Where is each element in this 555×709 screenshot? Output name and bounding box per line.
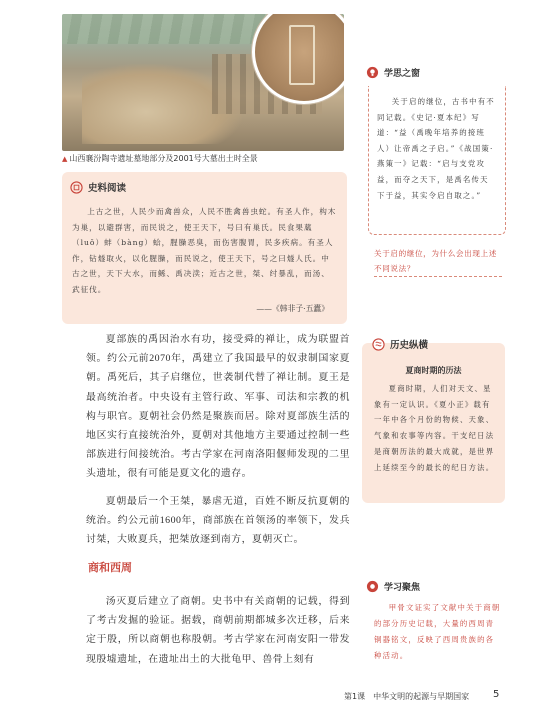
think-window-box: [368, 86, 506, 235]
main-paragraph-1: 夏部族的禹因治水有功，接受舜的禅让，成为联盟首领。约公元前2070年，禹建立了我国最早的奴隶制国家夏朝。禹死后，其子启继位，世袭制代替了禅让制。夏王是最高统治者。中央设有主管行政、军事、司法和宗教的机构与职官。夏朝社会仍然是聚族而居。除对夏部族生活的地区实行直接统治外，夏朝对其他地方主要通过控制一些部族进行间接统治。考古学家在河南洛阳偃师发现的二里头遗址，很有可能是夏文化的遗存。: [86, 334, 350, 480]
study-focus-header: [366, 580, 420, 593]
main-paragraph-2: 夏朝最后一个王桀，暴虐无道，百姓不断反抗夏朝的统治。约公元前1600年，商部族在首领汤的率领下，发兵讨桀，大败夏兵，把桀放逐到南方，夏朝灭亡。: [86, 496, 350, 546]
think-question: 关于启的继位，为什么会出现上述不同说法？: [374, 247, 502, 277]
focus-icon: [366, 580, 379, 593]
think-window-header: [366, 66, 420, 79]
history-box-title: 历史纵横: [390, 340, 429, 351]
caption-text: 山西襄汾陶寺遗址墓地部分及2001号大墓出土时全景: [69, 154, 258, 163]
history-box: [362, 340, 505, 503]
section-title: 商和西周: [88, 561, 132, 574]
lightbulb-icon: [366, 66, 379, 79]
study-focus-body: 甲骨文证实了文献中关于商朝的部分历史记载，大量的西周青铜器铭文，反映了西周贵族的各种活动。: [374, 603, 501, 660]
source-reading-box: [62, 172, 347, 324]
study-focus-title: 学习聚焦: [384, 583, 421, 593]
reading-box-header: [70, 180, 126, 194]
tomb-outline: [289, 25, 315, 85]
site-photo: [62, 14, 344, 151]
scroll-icon: [70, 181, 83, 194]
main-paragraph-3: 汤灭夏后建立了商朝。史书中有关商朝的记载，得到了考古发掘的验证。据载，商朝前期都城多次迁移，后来定于殷，所以商朝也称殷朝。考古学家在河南安阳一带发现殷墟遗址，在遗址出土的大批龟甲、兽骨上刻有: [86, 596, 350, 665]
history-box-subtitle: 夏商时期的历法: [405, 366, 462, 375]
footer-lesson: 第1课 中华文明的起源与早期国家: [344, 692, 470, 701]
reading-box-title: 史料阅读: [88, 183, 127, 194]
page-number: 5: [493, 689, 500, 700]
history-box-header: [372, 337, 428, 351]
reading-box-body: 上古之世，人民少而禽兽众，人民不胜禽兽虫蛇。有圣人作，构木为巢，以避群害，而民说之，使王天下，号曰有巢氏。民食果蓏（luǒ）蚌（bàng）蛤，腥臊恶臭，而伤害腹胃，民多疾病。有圣人作，钻燧取火，以化腥臊，而民说之，使王天下，号之曰燧人氏。中古之世，天下大水，而鲧、禹决渎；近古之世，桀、纣暴乱，而汤、武征伐。: [72, 207, 337, 294]
think-window-title: 学思之窗: [384, 69, 421, 79]
page-footer: [344, 691, 469, 702]
history-box-body: 夏商时期，人们对天文、星象有一定认识。《夏小正》载有一年中各个月份的物候、天象、气象和农事等内容。干支纪日法是商朝历法的最大成就，是世界上延续至今的最长的纪日方法。: [374, 384, 495, 472]
figure-caption: [62, 153, 258, 164]
history-scroll-icon: [372, 338, 385, 351]
caption-triangle-icon: ▲: [62, 155, 68, 163]
reading-box-source: ——《韩非子·五蠹》: [256, 304, 329, 313]
think-window-body: 关于启的继位，古书中有不同记载。《史记·夏本纪》写道：“益（禹晚年培养的接班人）让帝禹之子启。”《战国策·燕策一》记载：“启与支党攻益，而夺之天下，是禹名传天下于益，其实令启自取之。”: [377, 97, 495, 200]
